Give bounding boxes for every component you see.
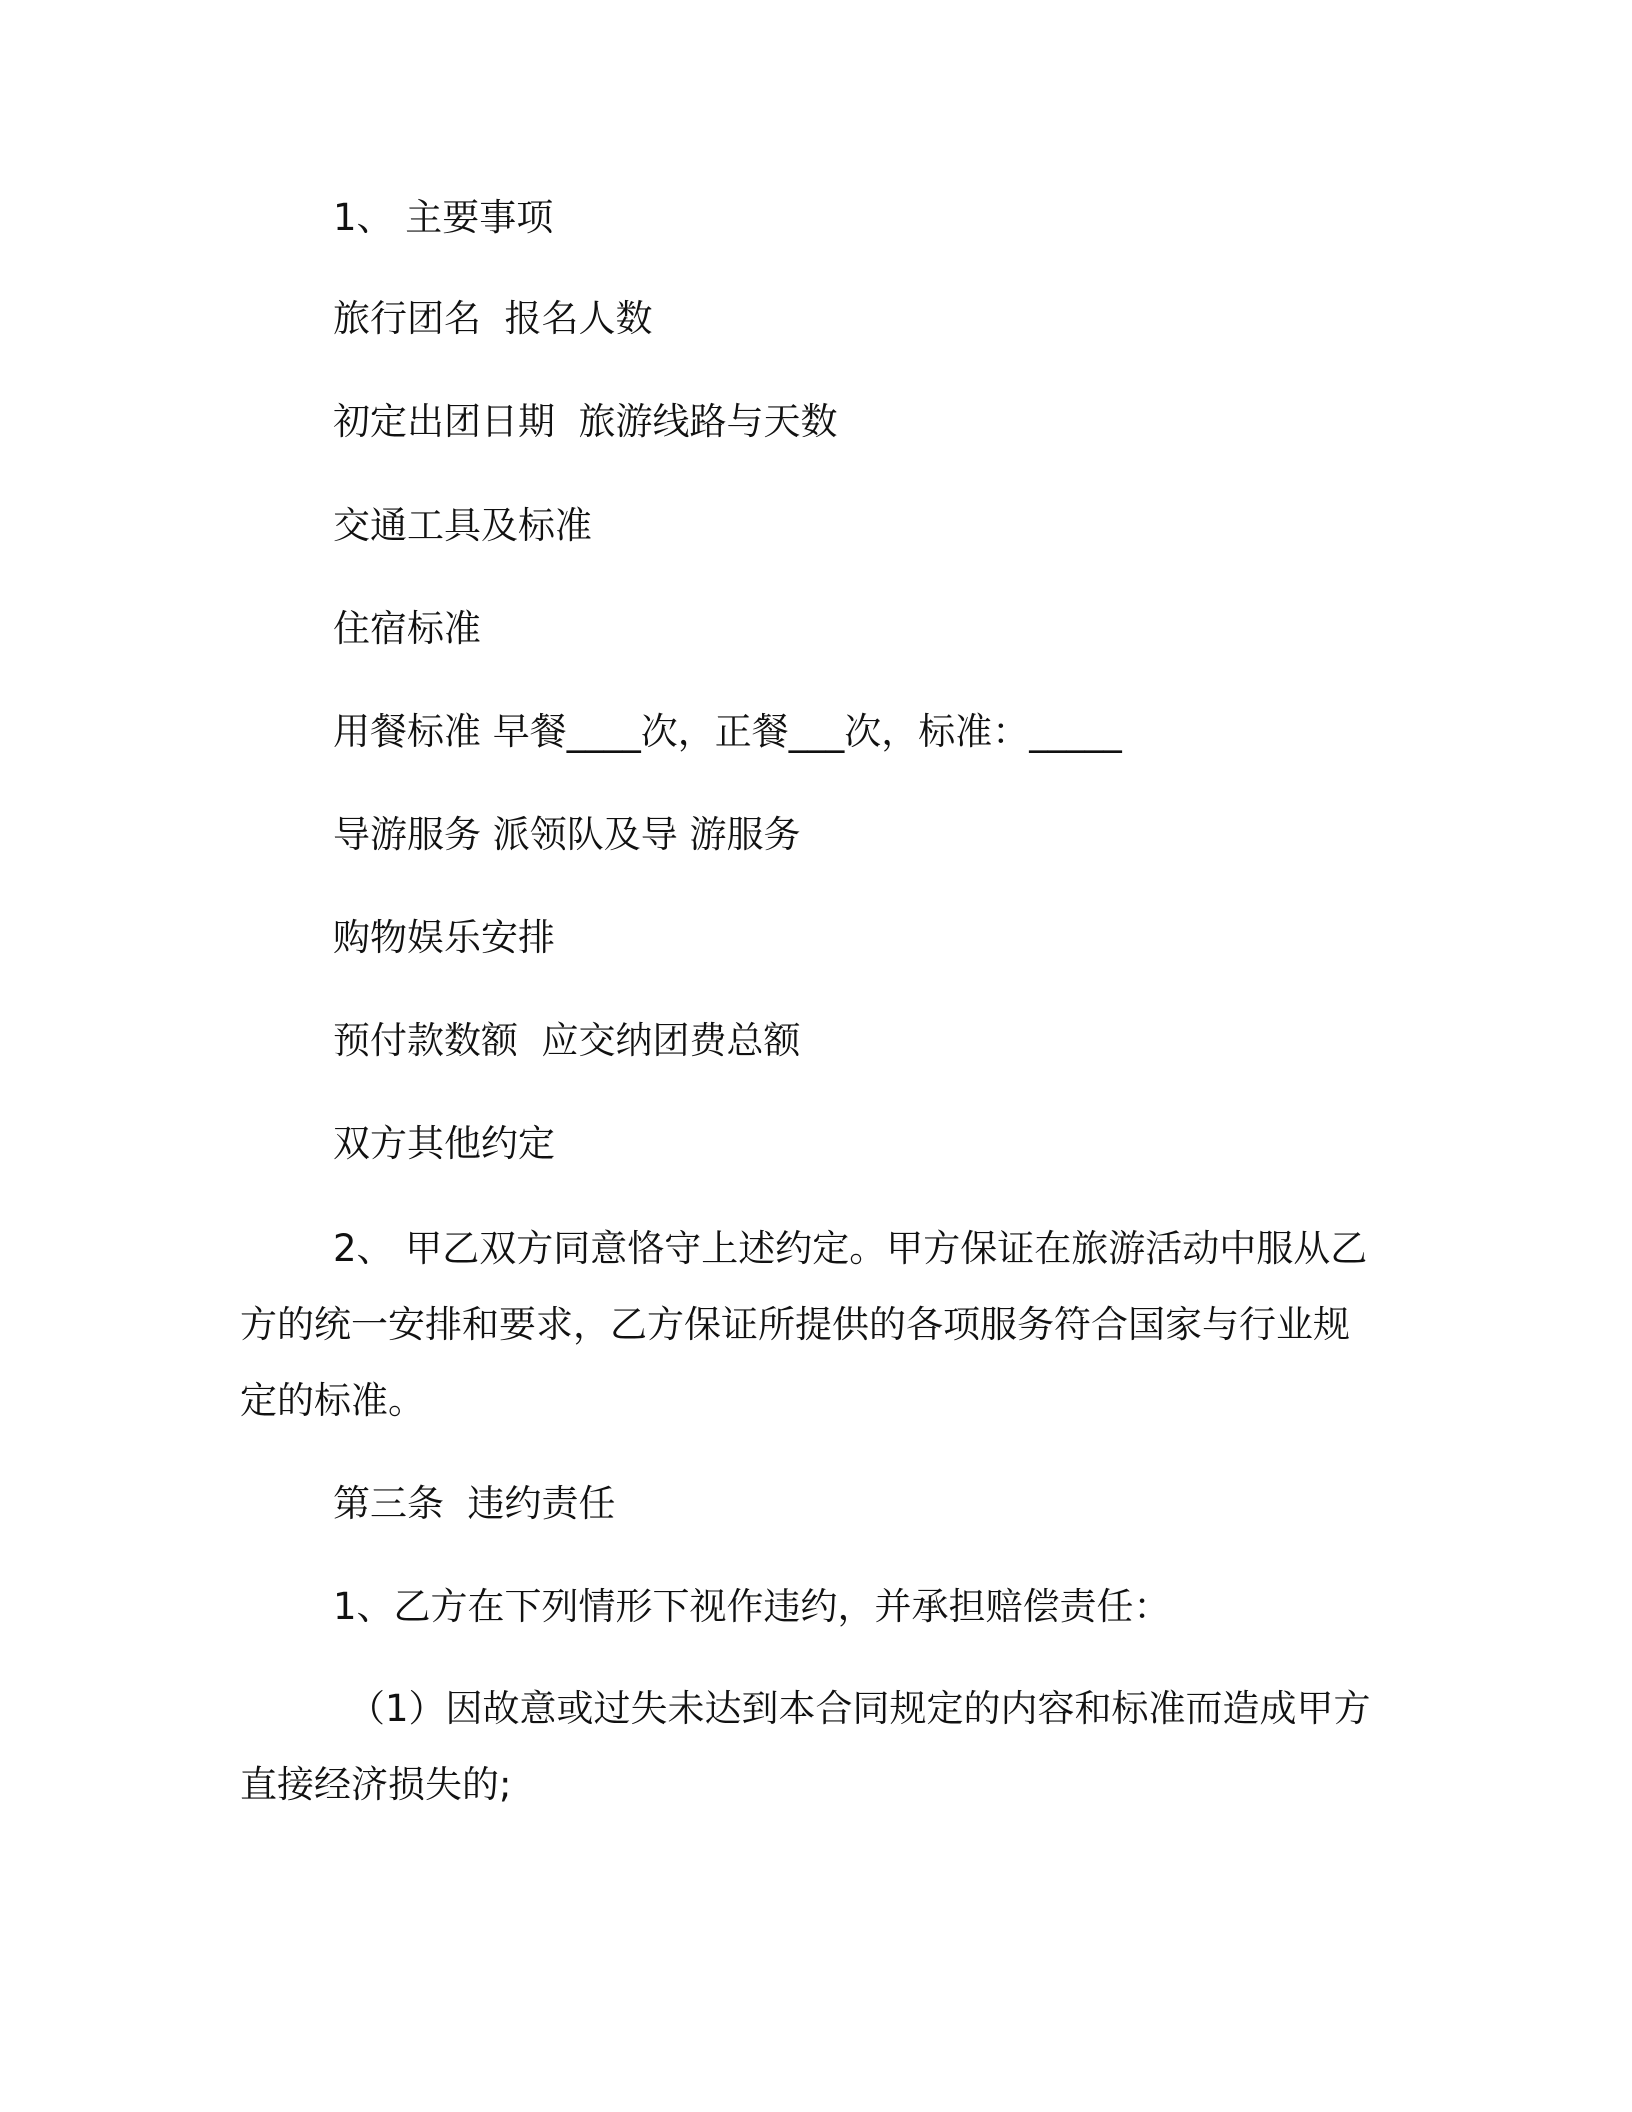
section-heading: 1、 主要事项 xyxy=(333,196,554,239)
field-guide-service: 导游服务 派领队及导 游服务 xyxy=(333,813,801,856)
field-other-agreements: 双方其他约定 xyxy=(333,1122,555,1165)
field-tour-name-headcount: 旅行团名 报名人数 xyxy=(333,297,653,340)
field-accommodation: 住宿标准 xyxy=(333,607,481,650)
field-transport: 交通工具及标准 xyxy=(333,504,592,547)
article-3-title: 第三条 违约责任 xyxy=(333,1482,616,1525)
field-meals: 用餐标准 早餐____次，正餐___次，标准：_____ xyxy=(333,710,1122,753)
article-3-item-1-sub-1: （1）因故意或过失未达到本合同规定的内容和标准而造成甲方直接经济损失的; xyxy=(240,1687,1371,1806)
field-payment: 预付款数额 应交纳团费总额 xyxy=(333,1019,801,1062)
article-3-item-1: 1、乙方在下列情形下视作违约，并承担赔偿责任： xyxy=(333,1585,1171,1628)
field-shopping-entertainment: 购物娱乐安排 xyxy=(333,916,555,959)
field-departure-route: 初定出团日期 旅游线路与天数 xyxy=(333,400,838,443)
clause-2-paragraph: 2、 甲乙双方同意恪守上述约定。甲方保证在旅游活动中服从乙方的统一安排和要求，乙方保证所提供的各项服务符合国家与行业规定的标准。 xyxy=(240,1227,1368,1422)
